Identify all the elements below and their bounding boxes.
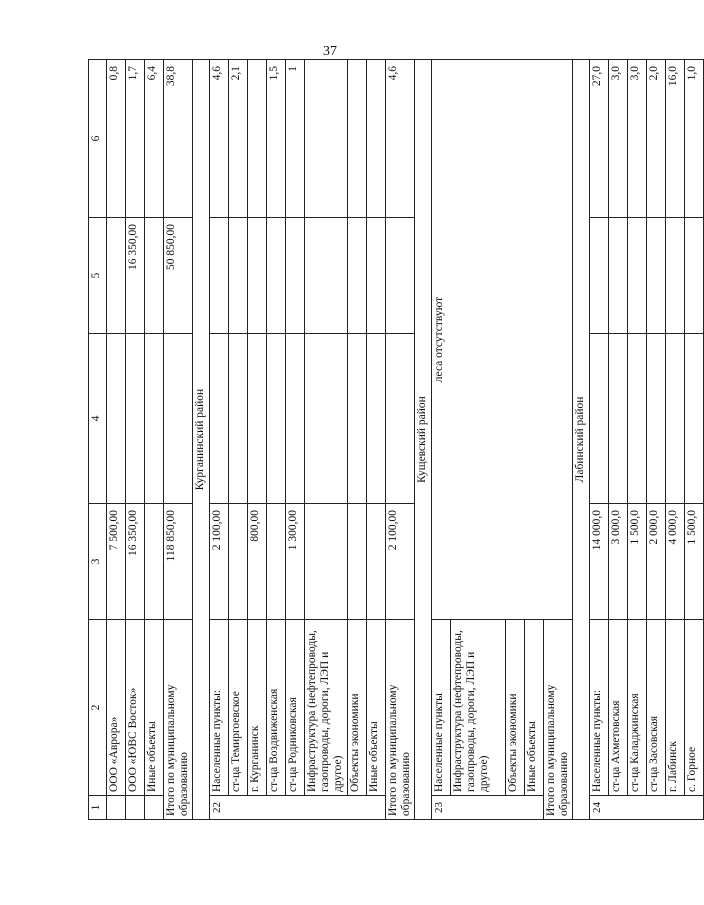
total-col-5	[386, 218, 415, 334]
table-row	[628, 60, 647, 820]
total-label: Итого по муниципальному образованию	[544, 620, 573, 820]
row-col-6	[348, 60, 367, 218]
section-title-row	[573, 60, 590, 820]
row-name: ст-ца Засовская	[647, 620, 666, 796]
row-col-4	[286, 334, 305, 504]
row-col-6: 1,5	[267, 60, 286, 218]
row-col-4	[348, 334, 367, 504]
row-col-3: 2 000,0	[647, 504, 666, 620]
row-col-6	[248, 60, 267, 218]
row-name: Инфраструктура (нефтепроводы, газопроводы, дороги, ЛЭП и другое)	[305, 620, 348, 796]
row-name: Иные объекты	[525, 620, 544, 796]
table-row	[107, 60, 126, 820]
row-col-3: 7 500,00	[107, 504, 126, 620]
row-col-4	[267, 334, 286, 504]
table-row	[367, 60, 386, 820]
row-col-3	[305, 504, 348, 620]
row-name: Населенные пункты:	[590, 620, 609, 796]
section-title-row	[193, 60, 210, 820]
row-index: 24	[590, 796, 704, 820]
header-col-5: 5	[89, 218, 107, 334]
row-col-3: 1 300,00	[286, 504, 305, 620]
row-col-3: 1 500,0	[628, 504, 647, 620]
row-col-5	[229, 218, 248, 334]
row-name: ст-ца Воздвиженская	[267, 620, 286, 796]
row-name: Населенные пункты:	[210, 620, 229, 796]
row-col-3	[145, 504, 164, 620]
row-col-6: 6,4	[145, 60, 164, 218]
table-row	[432, 60, 451, 820]
row-col-6: 4,6	[210, 60, 229, 218]
row-col-5: 16 350,00	[126, 218, 145, 334]
row-name: Объекты экономики	[506, 620, 525, 796]
header-col-3: 3	[89, 504, 107, 620]
row-col-3	[267, 504, 286, 620]
row-col-4	[126, 334, 145, 504]
total-col-6: 38,8	[164, 60, 193, 218]
row-index: 22	[210, 796, 386, 820]
row-name: Населенные пункты	[432, 620, 451, 796]
row-col-4	[107, 334, 126, 504]
row-col-3	[367, 504, 386, 620]
row-col-4	[145, 334, 164, 504]
total-col-5: 50 850,00	[164, 218, 193, 334]
row-name: г. Лабинск	[666, 620, 685, 796]
section-title-row	[415, 60, 432, 820]
row-col-5	[107, 218, 126, 334]
row-col-3: 3 000,0	[609, 504, 628, 620]
forest-data-table	[88, 59, 704, 820]
row-name: Иные объекты	[367, 620, 386, 796]
table-row	[286, 60, 305, 820]
row-col-5	[248, 218, 267, 334]
row-name: ООО «Аврора»	[107, 620, 126, 796]
row-col-3: 2 100,00	[210, 504, 229, 620]
row-col-5	[348, 218, 367, 334]
header-col-4: 4	[89, 334, 107, 504]
section-title: Курганинский район	[193, 60, 210, 820]
row-name: г. Курганинск	[248, 620, 267, 796]
table-row	[229, 60, 248, 820]
row-col-3: 800,00	[248, 504, 267, 620]
row-index: 23	[432, 796, 544, 820]
table-row	[145, 60, 164, 820]
total-label: Итого по муниципальному образованию	[386, 620, 415, 820]
total-col-3: 2 100,00	[386, 504, 415, 620]
row-col-5	[286, 218, 305, 334]
total-col-3: 118 850,00	[164, 504, 193, 620]
row-col-6: 1,0	[685, 60, 704, 218]
row-col-3: 1 500,0	[685, 504, 704, 620]
row-col-3	[348, 504, 367, 620]
row-name: Объекты экономики	[348, 620, 367, 796]
row-col-3: 14 000,0	[590, 504, 609, 620]
row-col-4	[248, 334, 267, 504]
table-row	[609, 60, 628, 820]
table-row	[305, 60, 348, 820]
row-col-4	[229, 334, 248, 504]
table-row	[210, 60, 229, 820]
row-col-3	[229, 504, 248, 620]
row-name: Иные объекты	[145, 620, 164, 796]
row-name: ООО «ЮВС Восток»	[126, 620, 145, 796]
table-row	[666, 60, 685, 820]
row-col-6: 2,1	[229, 60, 248, 218]
total-col-6: 4,6	[386, 60, 415, 218]
row-name: Инфраструктура (нефтепроводы, газопроводы, дороги, ЛЭП и другое)	[451, 620, 506, 796]
table-row	[348, 60, 367, 820]
row-col-4	[210, 334, 229, 504]
page-number: 37	[323, 44, 337, 59]
total-col-4	[164, 334, 193, 504]
section-title: Кущевский район	[415, 60, 432, 820]
row-col-6: 0,8	[107, 60, 126, 218]
header-col-2: 2	[89, 620, 107, 796]
row-name: ст-ца Темиргоевское	[229, 620, 248, 796]
row-col-3: 4 000,0	[666, 504, 685, 620]
no-forest-note: леса отсутствуют	[432, 60, 573, 620]
row-col-5	[367, 218, 386, 334]
header-col-6: 6	[89, 60, 107, 218]
table-row	[647, 60, 666, 820]
row-col-6: 2,0	[647, 60, 666, 218]
table-row	[590, 60, 609, 820]
row-col-6: 16,0	[666, 60, 685, 218]
row-name: с. Горное	[685, 620, 704, 796]
row-col-5	[305, 218, 348, 334]
table-header-row	[89, 60, 107, 820]
row-col-5	[145, 218, 164, 334]
table-row	[267, 60, 286, 820]
row-col-6	[305, 60, 348, 218]
row-col-4	[305, 334, 348, 504]
total-col-4	[386, 334, 415, 504]
row-col-6	[367, 60, 386, 218]
total-row	[386, 60, 415, 820]
row-col-5	[267, 218, 286, 334]
row-col-6: 27,0	[590, 60, 609, 218]
row-col-6: 3,0	[628, 60, 647, 218]
rotated-table-container	[88, 60, 698, 820]
row-name: ст-ца Ахметовская	[609, 620, 628, 796]
total-row	[164, 60, 193, 820]
row-col-5	[210, 218, 229, 334]
row-col-6: 1,7	[126, 60, 145, 218]
section-title: Лабинский район	[573, 60, 590, 820]
total-label: Итого по муниципальному образованию	[164, 620, 193, 820]
row-col-6: 3,0	[609, 60, 628, 218]
header-col-1: 1	[89, 796, 107, 820]
row-col-3: 16 350,00	[126, 504, 145, 620]
table-row	[248, 60, 267, 820]
row-name: ст-ца Родниковская	[286, 620, 305, 796]
row-col-6: 1	[286, 60, 305, 218]
table-row	[685, 60, 704, 820]
row-col-4	[367, 334, 386, 504]
row-name: ст-ца Каладжинская	[628, 620, 647, 796]
table-row	[126, 60, 145, 820]
